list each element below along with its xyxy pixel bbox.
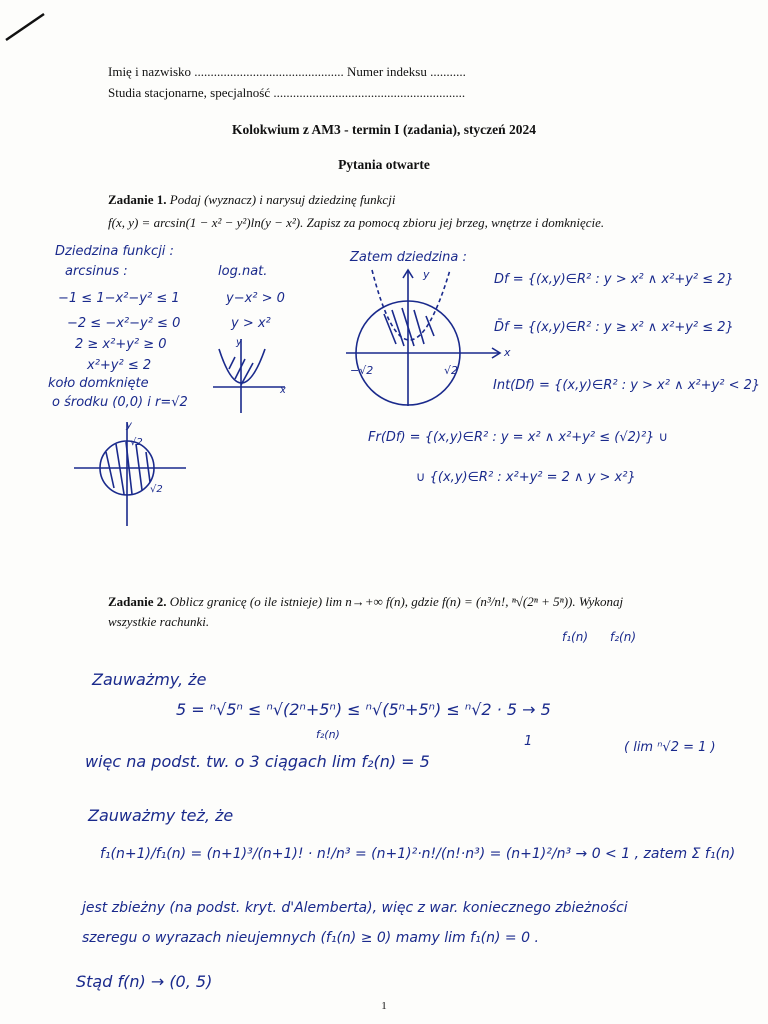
hw-log-nat: log.nat. xyxy=(218,264,268,279)
parabola-y-label: y xyxy=(236,337,242,348)
hw-ineq4: x²+y² ≤ 2 xyxy=(87,358,152,373)
hw-squeeze-one: 1 xyxy=(524,734,533,749)
domain-sketch xyxy=(340,260,510,410)
hw-three-sequences: więc na podst. tw. o 3 ciągach lim f₂(n) = 5 xyxy=(85,752,430,771)
hw-zauwazmy-tez: Zauważmy też, że xyxy=(88,806,234,825)
hw-arcsinus: arcsinus : xyxy=(65,264,128,279)
circle-y-label: y xyxy=(126,420,132,431)
index-dots: ........... xyxy=(430,64,466,79)
hw-boundary-line2: ∪ {(x,y)∈R² : x²+y² = 2 ∧ y > x²} xyxy=(416,470,636,485)
task2-label: Zadanie 2. xyxy=(108,594,167,609)
hw-ineq3: 2 ≥ x²+y² ≥ 0 xyxy=(75,337,167,352)
hw-f2-tag: f₂(n) xyxy=(610,630,637,644)
circle-sqrt2-x: √2 xyxy=(150,484,163,495)
hw-closure-def: D̄f = {(x,y)∈R² : y ≥ x² ∧ x²+y² ≤ 2} xyxy=(494,320,734,335)
hw-log-ineq1: y−x² > 0 xyxy=(226,291,285,306)
study-label: Studia stacjonarne, specjalność xyxy=(108,85,271,100)
task2-prompt-line1 xyxy=(108,594,623,610)
circle-sqrt2-y: √2 xyxy=(130,437,143,448)
parabola-sketch xyxy=(205,335,290,415)
hw-ratio: f₁(n+1)/f₁(n) = (n+1)³/(n+1)! · n!/n³ = (n+1)²·n!/(n!·n³) = (n+1)²/n³ → 0 < 1 , zatem Σ f₁(n) xyxy=(100,846,736,862)
hw-f1-tag: f₁(n) xyxy=(562,630,589,644)
domain-neg-sqrt2: −√2 xyxy=(350,364,374,377)
index-label: Numer indeksu xyxy=(347,64,427,79)
hw-squeeze-f2: f₂(n) xyxy=(316,728,340,741)
hw-zbiezny: jest zbieżny (na podst. kryt. d'Alemberta), więc z war. koniecznego zbieżności xyxy=(82,900,628,916)
hw-zatem-dziedzina: Zatem dziedzina : xyxy=(350,250,467,265)
hw-ineq2: −2 ≤ −x²−y² ≤ 0 xyxy=(67,316,181,331)
domain-y-label: y xyxy=(423,268,430,281)
name-label: Imię i nazwisko xyxy=(108,64,192,79)
hw-squeeze: 5 = ⁿ√5ⁿ ≤ ⁿ√(2ⁿ+5ⁿ) ≤ ⁿ√(5ⁿ+5ⁿ) ≤ ⁿ√2 · 5 → 5 xyxy=(176,700,551,719)
name-dots: .............................................. xyxy=(194,64,344,79)
domain-x-label: x xyxy=(504,346,511,359)
hw-zauwazmy: Zauważmy, że xyxy=(92,670,207,689)
hw-dziedzina-heading: Dziedzina funkcji : xyxy=(55,244,174,259)
parabola-x-label: x xyxy=(280,385,286,396)
task2-prompt-line2: wszystkie rachunki. xyxy=(108,614,210,629)
hw-log-ineq2: y > x² xyxy=(231,316,271,331)
exam-subtitle: Pytania otwarte xyxy=(338,157,430,172)
hw-interior-def: Int(Df) = {(x,y)∈R² : y > x² ∧ x²+y² < 2} xyxy=(493,378,761,393)
task1-label: Zadanie 1. xyxy=(108,192,167,207)
task2-prompt-text: Oblicz granicę (o ile istnieje) lim n→+∞ f(n), gdzie f(n) = (n³/n!, ⁿ√(2ⁿ + 5ⁿ)). Wykonaj xyxy=(169,594,624,609)
hw-stad: Stąd f(n) → (0, 5) xyxy=(76,972,213,991)
hw-domain-def: Df = {(x,y)∈R² : y > x² ∧ x²+y² ≤ 2} xyxy=(494,272,734,287)
hw-lim-note: ( lim ⁿ√2 = 1 ) xyxy=(624,740,716,755)
hw-ineq1: −1 ≤ 1−x²−y² ≤ 1 xyxy=(58,291,180,306)
name-line xyxy=(108,64,466,80)
circle-sketch xyxy=(70,418,190,530)
study-line xyxy=(108,85,465,101)
exam-title: Kolokwium z AM3 - termin I (zadania), styczeń 2024 xyxy=(231,122,537,137)
hw-kolo: koło domknięte xyxy=(48,376,149,391)
study-dots: ........................................................... xyxy=(273,85,466,100)
hw-boundary-line1: Fr(Df) = {(x,y)∈R² : y = x² ∧ x²+y² ≤ (√2)²} ∪ xyxy=(368,430,669,445)
pen-mark xyxy=(0,0,60,50)
task1-prompt-line2: f(x, y) = arcsin(1 − x² − y²)ln(y − x²). Zapisz za pomocą zbioru jej brzeg, wnętrze i domknięcie. xyxy=(108,215,605,230)
hw-srodek: o środku (0,0) i r=√2 xyxy=(52,395,188,410)
task1-prompt-text: Podaj (wyznacz) i narysuj dziedzinę funkcji xyxy=(169,192,396,207)
hw-szereg: szeregu o wyrazach nieujemnych (f₁(n) ≥ 0) mamy lim f₁(n) = 0 . xyxy=(82,930,539,946)
domain-sqrt2: √2 xyxy=(444,364,459,377)
page-number: 1 xyxy=(381,1000,387,1012)
task1-prompt-line1 xyxy=(108,192,395,208)
